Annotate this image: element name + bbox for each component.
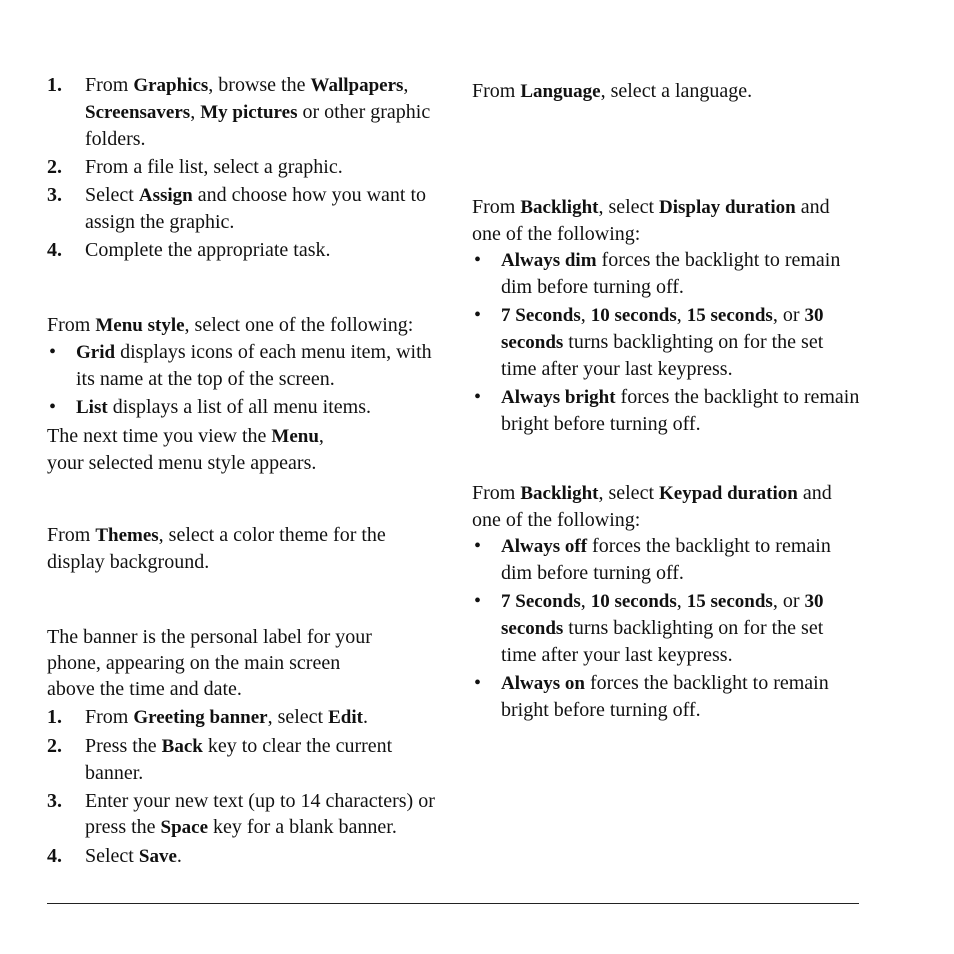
bold-term: Assign: [138, 185, 193, 206]
text-run: , select a color theme for the display background.: [47, 524, 386, 573]
menu-style-note: [47, 423, 357, 476]
step-item: [47, 154, 439, 180]
step-item: [47, 788, 439, 841]
language-text: [472, 78, 862, 105]
footer-rule: [47, 903, 859, 904]
keypad-duration-options: [472, 533, 862, 723]
bullet-item: [472, 247, 862, 300]
bold-term: Edit: [328, 707, 363, 728]
text-run: and one of the following:: [472, 196, 830, 245]
text-run: From: [472, 80, 521, 102]
text-run: .: [362, 706, 368, 728]
text-run: , or: [772, 590, 805, 612]
bold-term: Graphics: [133, 75, 209, 96]
text-run: ,: [676, 304, 687, 326]
text-run: From a file list, select a graphic.: [85, 156, 343, 178]
step-item: [47, 72, 439, 152]
text-run: ,: [676, 590, 687, 612]
bold-term: 7 Seconds: [501, 591, 581, 612]
text-run: From: [85, 74, 134, 96]
bullet-item: [472, 302, 862, 382]
text-run: turns backlighting on for the set time after your last keypress.: [501, 331, 824, 380]
text-run: The next time you view the: [47, 425, 272, 447]
step-number: 2.: [47, 156, 62, 178]
text-run: Press the: [85, 735, 162, 757]
text-run: Select: [85, 845, 139, 867]
bullet-marker: •: [474, 304, 482, 326]
text-run: , or: [772, 304, 805, 326]
bold-term: Always off: [501, 536, 588, 557]
bullet-item: [472, 533, 862, 586]
bold-term: 15 seconds: [686, 305, 773, 326]
bullet-marker: •: [474, 249, 482, 271]
bullet-marker: •: [474, 590, 482, 612]
bullet-item: [47, 339, 439, 392]
bold-term: Backlight: [520, 483, 599, 504]
text-run: From: [47, 314, 96, 336]
bullet-marker: •: [474, 535, 482, 557]
text-run: From: [472, 482, 521, 504]
text-run: or other graphic folders.: [85, 101, 431, 150]
bold-term: Keypad duration: [659, 483, 798, 504]
text-run: forces the backlight to remain dim before turning off.: [501, 249, 841, 298]
text-run: and one of the following:: [472, 482, 832, 531]
step-number: 3.: [47, 184, 62, 206]
bold-term: Space: [160, 817, 209, 838]
bold-term: Back: [161, 736, 203, 757]
keypad-duration-intro: [472, 480, 862, 533]
text-run: Select: [85, 184, 139, 206]
text-run: From: [85, 706, 134, 728]
text-run: The banner is the personal label for your phone, appearing on the main screen above the time and date.: [47, 626, 372, 700]
step-item: [47, 237, 439, 263]
menu-style-section: [47, 312, 439, 476]
bold-term: Wallpapers: [310, 75, 404, 96]
text-run: forces the backlight to remain bright before turning off.: [501, 672, 829, 721]
text-run: Complete the appropriate task.: [85, 239, 331, 261]
text-run: forces the backlight to remain dim before turning off.: [501, 535, 831, 584]
step-number: 4.: [47, 845, 62, 867]
bold-term: 30 seconds: [501, 305, 824, 353]
text-run: , browse the: [208, 74, 311, 96]
text-run: ,: [190, 101, 201, 123]
banner-step-list: [47, 704, 439, 870]
keypad-duration-section: [472, 480, 862, 725]
step-number: 2.: [47, 735, 62, 757]
step-item: [47, 843, 439, 870]
step-item: [47, 182, 439, 235]
text-run: ,: [580, 590, 591, 612]
bold-term: Save: [138, 846, 177, 867]
text-run: and choose how you want to assign the graphic.: [85, 184, 427, 233]
bold-term: Greeting banner: [133, 707, 268, 728]
themes-text: [47, 522, 392, 575]
menu-style-options: [47, 339, 439, 421]
text-run: turns backlighting on for the set time after your last keypress.: [501, 617, 824, 666]
bold-term: List: [76, 397, 108, 418]
text-run: displays icons of each menu item, with its name at the top of the screen.: [76, 341, 432, 390]
bullet-marker: •: [474, 672, 482, 694]
text-run: .: [176, 845, 182, 867]
step-item: [47, 704, 439, 731]
text-run: key for a blank banner.: [208, 816, 397, 838]
step-number: 1.: [47, 706, 62, 728]
bold-term: Always dim: [501, 250, 597, 271]
bold-term: 7 Seconds: [501, 305, 581, 326]
text-run: , select: [267, 706, 329, 728]
bold-term: My pictures: [200, 102, 298, 123]
bullet-item: [472, 588, 862, 668]
bold-term: Themes: [95, 525, 159, 546]
bold-term: 10 seconds: [590, 305, 677, 326]
bold-term: 15 seconds: [686, 591, 773, 612]
bold-term: Backlight: [520, 197, 599, 218]
menu-style-intro: [47, 312, 439, 339]
text-run: displays a list of all menu items.: [107, 396, 371, 418]
graphics-steps: [47, 72, 439, 265]
text-run: , select: [598, 482, 659, 504]
themes-section: [47, 522, 439, 575]
bullet-marker: •: [474, 386, 482, 408]
bold-term: Menu style: [95, 315, 185, 336]
banner-intro: [47, 624, 392, 702]
display-duration-options: [472, 247, 862, 437]
graphics-step-list: [47, 72, 439, 263]
display-duration-section: [472, 194, 862, 439]
bullet-marker: •: [49, 341, 57, 363]
bullet-item: [472, 384, 862, 437]
text-run: , select: [598, 196, 659, 218]
bullet-marker: •: [49, 396, 57, 418]
banner-section: [47, 624, 439, 872]
text-run: ,: [403, 74, 409, 96]
bullet-item: [47, 394, 439, 421]
text-run: From: [472, 196, 521, 218]
bold-term: Always bright: [501, 387, 616, 408]
text-run: , select one of the following:: [184, 314, 414, 336]
step-number: 1.: [47, 74, 62, 96]
display-duration-intro: [472, 194, 862, 247]
bullet-item: [472, 670, 862, 723]
text-run: forces the backlight to remain bright before turning off.: [501, 386, 860, 435]
bold-term: Menu: [271, 426, 319, 447]
bold-term: 30 seconds: [501, 591, 824, 639]
text-run: , your selected menu style appears.: [47, 425, 324, 474]
bold-term: Display duration: [659, 197, 796, 218]
language-section: [472, 78, 862, 105]
text-run: , select a language.: [600, 80, 753, 102]
bold-term: Language: [520, 81, 601, 102]
bold-term: 10 seconds: [590, 591, 677, 612]
text-run: Enter your new text (up to 14 characters) or press the: [85, 790, 435, 838]
step-item: [47, 733, 439, 786]
text-run: From: [47, 524, 96, 546]
text-run: key to clear the current banner.: [85, 735, 393, 784]
step-number: 3.: [47, 790, 62, 812]
bold-term: Always on: [501, 673, 585, 694]
bold-term: Grid: [76, 342, 116, 363]
bold-term: Screensavers: [85, 102, 191, 123]
step-number: 4.: [47, 239, 62, 261]
text-run: ,: [580, 304, 591, 326]
